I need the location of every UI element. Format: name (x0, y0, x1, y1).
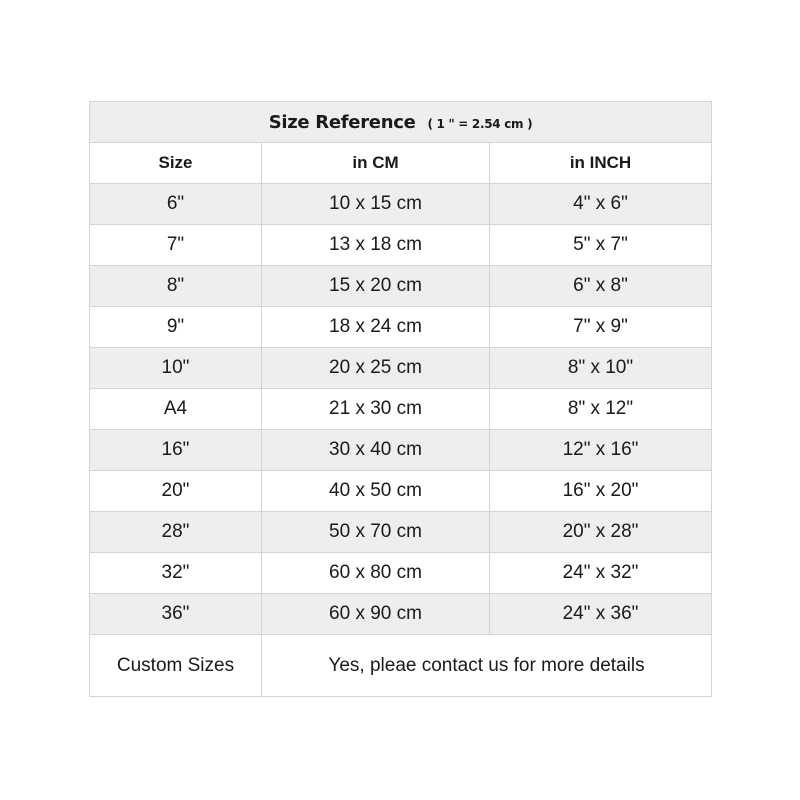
table-title (90, 102, 712, 143)
cell-inch: 8" x 12" (490, 389, 712, 430)
cell-cm: 60 x 90 cm (262, 594, 490, 635)
table-row (90, 225, 712, 266)
cell-inch: 24" x 32" (490, 553, 712, 594)
table-row (90, 266, 712, 307)
cell-cm: 13 x 18 cm (262, 225, 490, 266)
cell-inch: 7" x 9" (490, 307, 712, 348)
cell-size: 28" (90, 512, 262, 553)
cell-cm: 10 x 15 cm (262, 184, 490, 225)
table-row (90, 348, 712, 389)
cell-inch: 5" x 7" (490, 225, 712, 266)
table-row (90, 430, 712, 471)
table-row (90, 471, 712, 512)
cell-inch: 20" x 28" (490, 512, 712, 553)
table-title-note: ( 1 " = 2.54 cm ) (427, 116, 533, 131)
cell-cm: 20 x 25 cm (262, 348, 490, 389)
table-row (90, 184, 712, 225)
cell-size: 36" (90, 594, 262, 635)
table-row (90, 553, 712, 594)
cell-cm: 60 x 80 cm (262, 553, 490, 594)
cell-size: 8" (90, 266, 262, 307)
cell-inch: 24" x 36" (490, 594, 712, 635)
title-row (90, 102, 712, 143)
cell-size: 16" (90, 430, 262, 471)
header-size: Size (90, 143, 262, 184)
cell-size: 10" (90, 348, 262, 389)
cell-inch: 8" x 10" (490, 348, 712, 389)
cell-cm: 15 x 20 cm (262, 266, 490, 307)
table-row (90, 512, 712, 553)
custom-sizes-row (90, 635, 712, 697)
cell-size: 7" (90, 225, 262, 266)
cell-size: 20" (90, 471, 262, 512)
cell-size: 32" (90, 553, 262, 594)
header-in-inch: in INCH (490, 143, 712, 184)
custom-sizes-value: Yes, pleae contact us for more details (262, 635, 712, 697)
header-in-cm: in CM (262, 143, 490, 184)
cell-cm: 50 x 70 cm (262, 512, 490, 553)
cell-size: A4 (90, 389, 262, 430)
size-reference-table (89, 101, 712, 697)
cell-cm: 18 x 24 cm (262, 307, 490, 348)
cell-inch: 6" x 8" (490, 266, 712, 307)
header-row (90, 143, 712, 184)
cell-cm: 40 x 50 cm (262, 471, 490, 512)
cell-cm: 21 x 30 cm (262, 389, 490, 430)
cell-cm: 30 x 40 cm (262, 430, 490, 471)
cell-inch: 16" x 20" (490, 471, 712, 512)
table-row (90, 389, 712, 430)
cell-inch: 4" x 6" (490, 184, 712, 225)
table-row (90, 594, 712, 635)
custom-sizes-label: Custom Sizes (90, 635, 262, 697)
table-row (90, 307, 712, 348)
table-title-text: Size Reference (268, 111, 416, 133)
cell-size: 9" (90, 307, 262, 348)
cell-size: 6" (90, 184, 262, 225)
cell-inch: 12" x 16" (490, 430, 712, 471)
